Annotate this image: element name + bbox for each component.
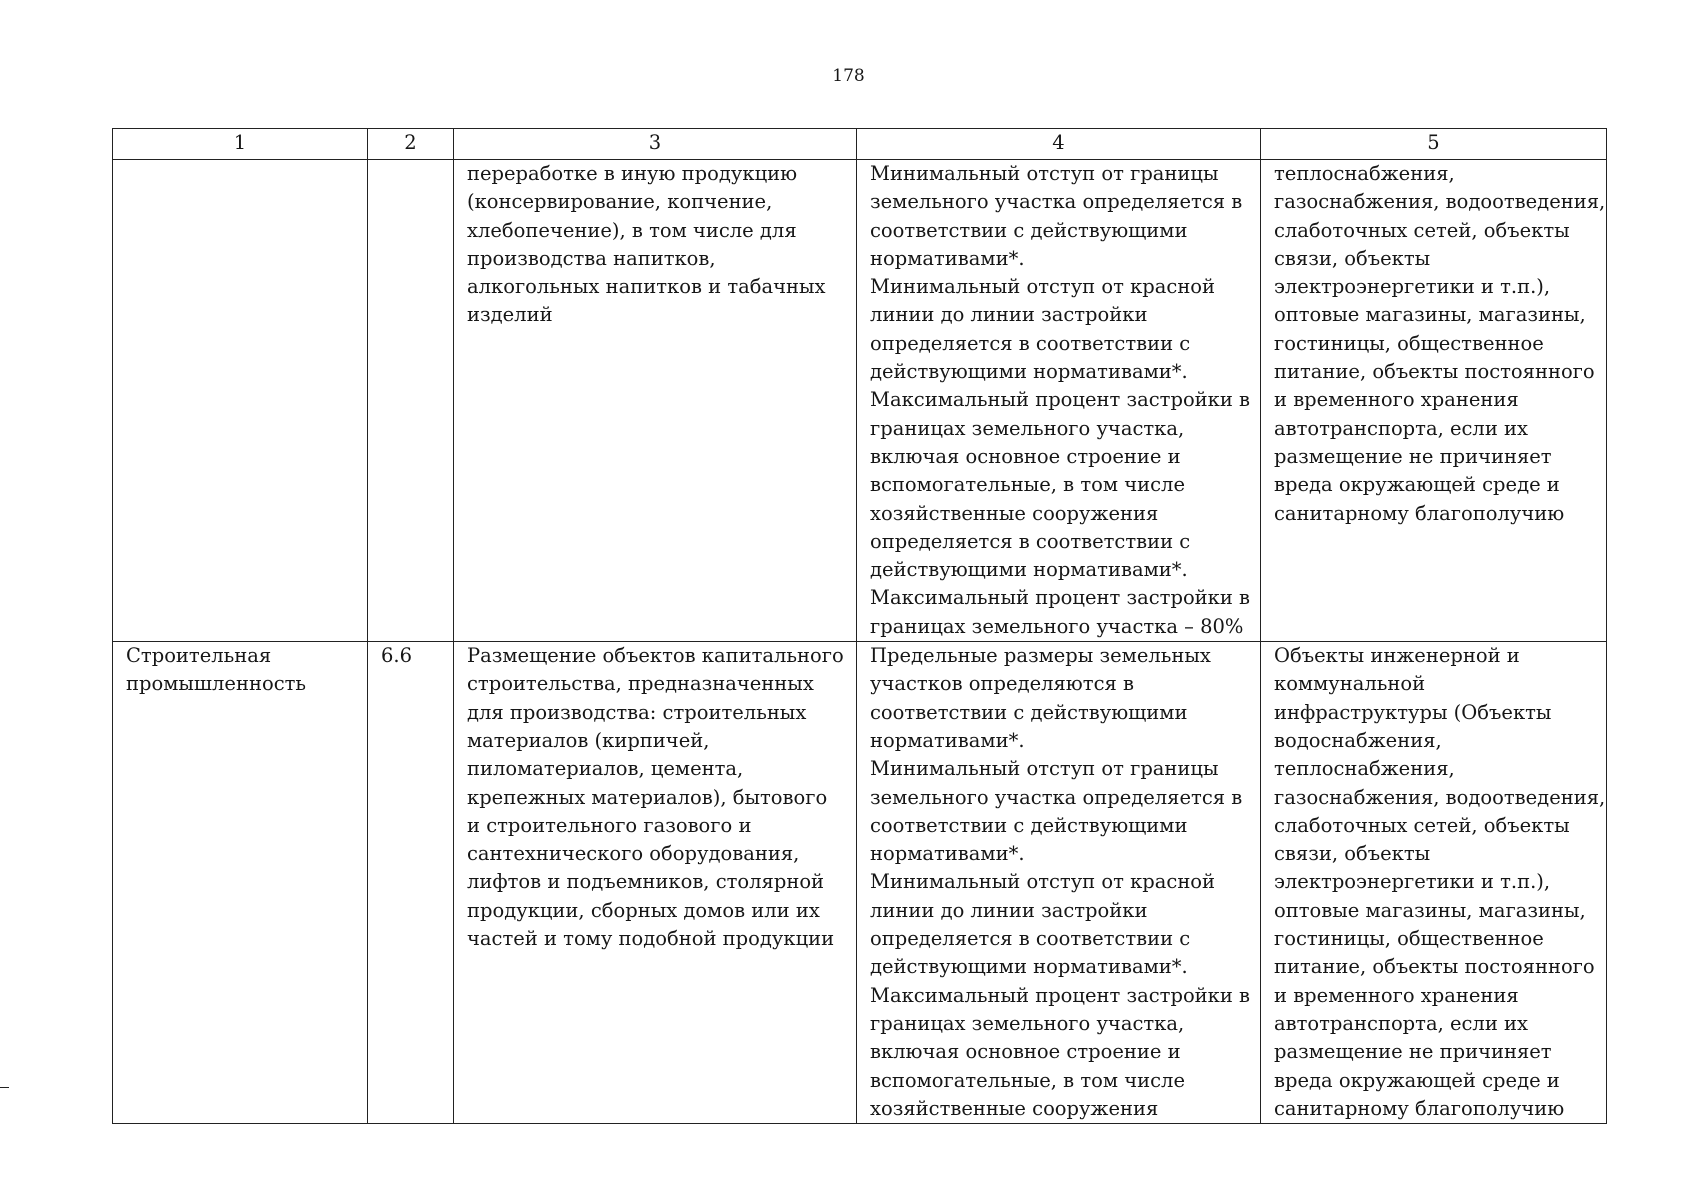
cell-text-line: автотранспорта, если их bbox=[1274, 416, 1529, 440]
cell-text-line: питание, объекты постоянного bbox=[1274, 360, 1595, 384]
land-use-name-cell bbox=[113, 642, 368, 1124]
cell-text-line: линии до линии застройки bbox=[870, 303, 1148, 327]
construction-parameters-cell bbox=[857, 642, 1261, 1124]
land-use-code-cell bbox=[368, 642, 454, 1124]
cell-text-line: оптовые магазины, магазины, bbox=[1274, 303, 1586, 327]
cell-text-line: санитарному благополучию bbox=[1274, 501, 1565, 525]
cell-text-line: Минимальный отступ от границы bbox=[870, 162, 1219, 185]
cell-text-line: Размещение объектов капитального bbox=[467, 644, 844, 668]
cell-text-line: размещение не причиняет bbox=[1274, 444, 1552, 468]
cell-text-line: коммунальной bbox=[1274, 672, 1426, 696]
cell-text-line: и строительного газового и bbox=[467, 813, 752, 837]
cell-text-line: частей и тому подобной продукции bbox=[467, 927, 835, 951]
cell-text-line: 6.6 bbox=[381, 644, 413, 668]
cell-text-line: определяется в соответствии с bbox=[870, 331, 1191, 355]
construction-parameters-cell bbox=[857, 160, 1261, 642]
cell-text-line: определяется в соответствии с bbox=[870, 529, 1191, 553]
cell-text-line: автотранспорта, если их bbox=[1274, 1011, 1529, 1035]
cell-text-line: определяется в соответствии с bbox=[870, 927, 1191, 951]
cell-text-line: промышленность bbox=[126, 672, 307, 696]
cell-text-line: санитарному благополучию bbox=[1274, 1096, 1565, 1120]
zoning-regulations-table bbox=[112, 128, 1607, 1124]
cell-text-line: крепежных материалов), бытового bbox=[467, 785, 828, 809]
column-header-5: 5 bbox=[1261, 129, 1607, 160]
cell-text-line: земельного участка определяется в bbox=[870, 190, 1243, 214]
auxiliary-uses-cell bbox=[1261, 642, 1607, 1124]
cell-text-line: вреда окружающей среде и bbox=[1274, 473, 1560, 497]
cell-text-line: (консервирование, копчение, bbox=[467, 190, 773, 214]
cell-text-line: Максимальный процент застройки в bbox=[870, 388, 1251, 412]
cell-text-line: включая основное строение и bbox=[870, 444, 1181, 468]
land-use-code-cell bbox=[368, 160, 454, 642]
cell-text-line: действующими нормативами*. bbox=[870, 955, 1188, 979]
cell-text-line: вспомогательные, в том числе bbox=[870, 473, 1185, 497]
cell-text-line: оптовые магазины, магазины, bbox=[1274, 898, 1586, 922]
cell-text-line: границах земельного участка, bbox=[870, 416, 1185, 440]
cell-text-line: вспомогательные, в том числе bbox=[870, 1068, 1185, 1092]
land-use-description-cell bbox=[454, 642, 857, 1124]
cell-text-line: нормативами*. bbox=[870, 728, 1025, 752]
cell-text-line: продукции, сборных домов или их bbox=[467, 898, 820, 922]
column-number-header-row bbox=[113, 129, 1607, 160]
land-use-name-cell bbox=[113, 160, 368, 642]
cell-text-line: Максимальный процент застройки в bbox=[870, 586, 1251, 610]
cell-text-line: соответствии с действующими bbox=[870, 700, 1188, 724]
cell-text-line: земельного участка определяется в bbox=[870, 785, 1243, 809]
cell-text-line: изделий bbox=[467, 303, 553, 327]
cell-text-line: материалов (кирпичей, bbox=[467, 728, 710, 752]
cell-text-line: пиломатериалов, цемента, bbox=[467, 757, 744, 781]
margin-tick-mark bbox=[0, 1087, 9, 1088]
cell-text-line: нормативами*. bbox=[870, 246, 1025, 270]
cell-text-line: и временного хранения bbox=[1274, 983, 1519, 1007]
cell-text-line: слаботочных сетей, объекты bbox=[1274, 813, 1570, 837]
cell-text-line: вреда окружающей среде и bbox=[1274, 1068, 1560, 1092]
cell-text-line: хлебопечение), в том числе для bbox=[467, 218, 797, 242]
cell-text-line: Минимальный отступ от красной bbox=[870, 870, 1216, 894]
table-row-continuation bbox=[113, 160, 1607, 642]
cell-text-line: Строительная bbox=[126, 644, 272, 668]
cell-text-line: соответствии с действующими bbox=[870, 813, 1188, 837]
cell-text-line: теплоснабжения, bbox=[1274, 757, 1455, 781]
cell-text-line: гостиницы, общественное bbox=[1274, 927, 1544, 951]
cell-text-line: действующими нормативами*. bbox=[870, 360, 1188, 384]
cell-text-line: сантехнического оборудования, bbox=[467, 842, 800, 866]
cell-text-line: связи, объекты bbox=[1274, 246, 1431, 270]
cell-text-line: связи, объекты bbox=[1274, 842, 1431, 866]
cell-text-line: гостиницы, общественное bbox=[1274, 331, 1544, 355]
cell-text-line: хозяйственные сооружения bbox=[870, 501, 1159, 525]
cell-text-line: электроэнергетики и т.п.), bbox=[1274, 275, 1551, 299]
cell-text-line: водоснабжения, bbox=[1274, 728, 1442, 752]
table-row-construction-industry bbox=[113, 642, 1607, 1124]
cell-text-line: действующими нормативами*. bbox=[870, 558, 1188, 582]
cell-text-line: размещение не причиняет bbox=[1274, 1040, 1552, 1064]
auxiliary-uses-cell bbox=[1261, 160, 1607, 642]
cell-text-line: строительства, предназначенных bbox=[467, 672, 814, 696]
column-header-1: 1 bbox=[113, 129, 368, 160]
cell-text-line: инфраструктуры (Объекты bbox=[1274, 700, 1552, 724]
cell-text-line: Объекты инженерной и bbox=[1274, 644, 1520, 668]
cell-text-line: нормативами*. bbox=[870, 842, 1025, 866]
column-header-3: 3 bbox=[454, 129, 857, 160]
cell-text-line: лифтов и подъемников, столярной bbox=[467, 870, 825, 894]
cell-text-line: границах земельного участка, bbox=[870, 1011, 1185, 1035]
cell-text-line: линии до линии застройки bbox=[870, 898, 1148, 922]
cell-text-line: газоснабжения, водоотведения, bbox=[1274, 785, 1606, 809]
cell-text-line: участков определяются в bbox=[870, 672, 1134, 696]
page-number: 178 bbox=[832, 66, 865, 86]
cell-text-line: слаботочных сетей, объекты bbox=[1274, 218, 1570, 242]
cell-text-line: Минимальный отступ от границы bbox=[870, 757, 1219, 781]
column-header-2: 2 bbox=[368, 129, 454, 160]
cell-text-line: газоснабжения, водоотведения, bbox=[1274, 190, 1606, 214]
cell-text-line: хозяйственные сооружения bbox=[870, 1096, 1159, 1120]
cell-text-line: Максимальный процент застройки в bbox=[870, 983, 1251, 1007]
cell-text-line: границах земельного участка – 80% bbox=[870, 614, 1244, 638]
cell-text-line: включая основное строение и bbox=[870, 1040, 1181, 1064]
cell-text-line: алкогольных напитков и табачных bbox=[467, 275, 826, 299]
land-use-description-cell bbox=[454, 160, 857, 642]
column-header-4: 4 bbox=[857, 129, 1261, 160]
cell-text-line: переработке в иную продукцию bbox=[467, 162, 798, 185]
cell-text-line: производства напитков, bbox=[467, 246, 716, 270]
cell-text-line: Предельные размеры земельных bbox=[870, 644, 1211, 668]
cell-text-line: теплоснабжения, bbox=[1274, 162, 1455, 185]
cell-text-line: соответствии с действующими bbox=[870, 218, 1188, 242]
cell-text-line: для производства: строительных bbox=[467, 700, 807, 724]
cell-text-line: электроэнергетики и т.п.), bbox=[1274, 870, 1551, 894]
cell-text-line: и временного хранения bbox=[1274, 388, 1519, 412]
cell-text-line: питание, объекты постоянного bbox=[1274, 955, 1595, 979]
cell-text-line: Минимальный отступ от красной bbox=[870, 275, 1216, 299]
